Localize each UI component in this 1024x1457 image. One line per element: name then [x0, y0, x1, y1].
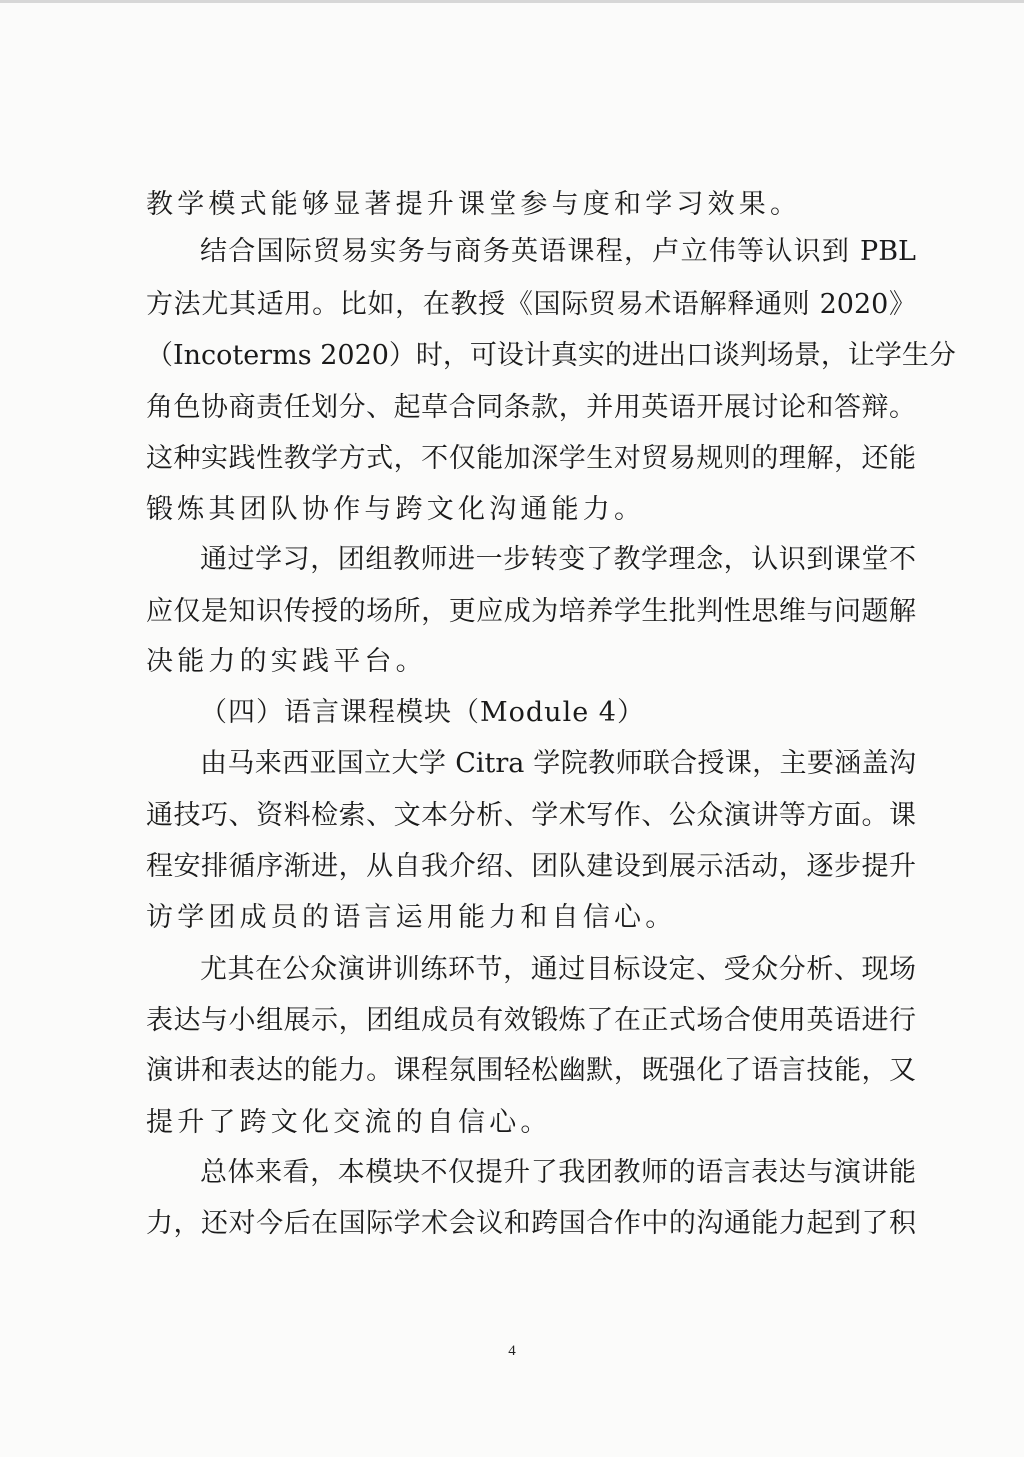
text-line-14: 程安排循序渐进，从自我介绍、团队建设到展示活动，逐步提升	[146, 851, 916, 882]
text-line-6: 这种实践性教学方式，不仅能加深学生对贸易规则的理解，还能	[146, 443, 916, 474]
text-line-18: 演讲和表达的能力。课程氛围轻松幽默，既强化了语言技能，又	[146, 1055, 916, 1086]
text-line-7: 锻炼其团队协作与跨文化沟通能力。	[146, 494, 646, 525]
text-line-4: （Incoterms 2020）时，可设计真实的进出口谈判场景，让学生分	[146, 340, 956, 371]
text-line-17: 表达与小组展示，团组成员有效锻炼了在正式场合使用英语进行	[146, 1005, 916, 1036]
scan-edge	[0, 0, 1024, 3]
text-line-3: 方法尤其适用。比如，在教授《国际贸易术语解释通则 2020》	[146, 289, 916, 320]
text-line-21: 力，还对今后在国际学术会议和跨国合作中的沟通能力起到了积	[146, 1208, 916, 1239]
text-line-5: 角色协商责任划分、起草合同条款，并用英语开展讨论和答辩。	[146, 392, 916, 423]
text-line-8: 通过学习，团组教师进一步转变了教学理念，认识到课堂不	[200, 544, 916, 575]
text-line-20: 总体来看，本模块不仅提升了我团教师的语言表达与演讲能	[200, 1157, 916, 1188]
text-line-12: 由马来西亚国立大学 Citra 学院教师联合授课，主要涵盖沟	[200, 748, 916, 779]
page-number: 4	[508, 1343, 516, 1359]
text-line-10: 决能力的实践平台。	[146, 646, 427, 677]
text-line-19: 提升了跨文化交流的自信心。	[146, 1107, 552, 1138]
section-heading-module-4: （四）语言课程模块（Module 4）	[200, 697, 645, 728]
text-line-13: 通技巧、资料检索、文本分析、学术写作、公众演讲等方面。课	[146, 800, 916, 831]
text-line-16: 尤其在公众演讲训练环节，通过目标设定、受众分析、现场	[200, 954, 916, 985]
text-line-15: 访学团成员的语言运用能力和自信心。	[146, 902, 677, 933]
text-line-2: 结合国际贸易实务与商务英语课程，卢立伟等认识到 PBL	[200, 236, 916, 267]
text-line-9: 应仅是知识传授的场所，更应成为培养学生批判性思维与问题解	[146, 596, 916, 627]
text-line-1: 教学模式能够显著提升课堂参与度和学习效果。	[146, 189, 802, 220]
